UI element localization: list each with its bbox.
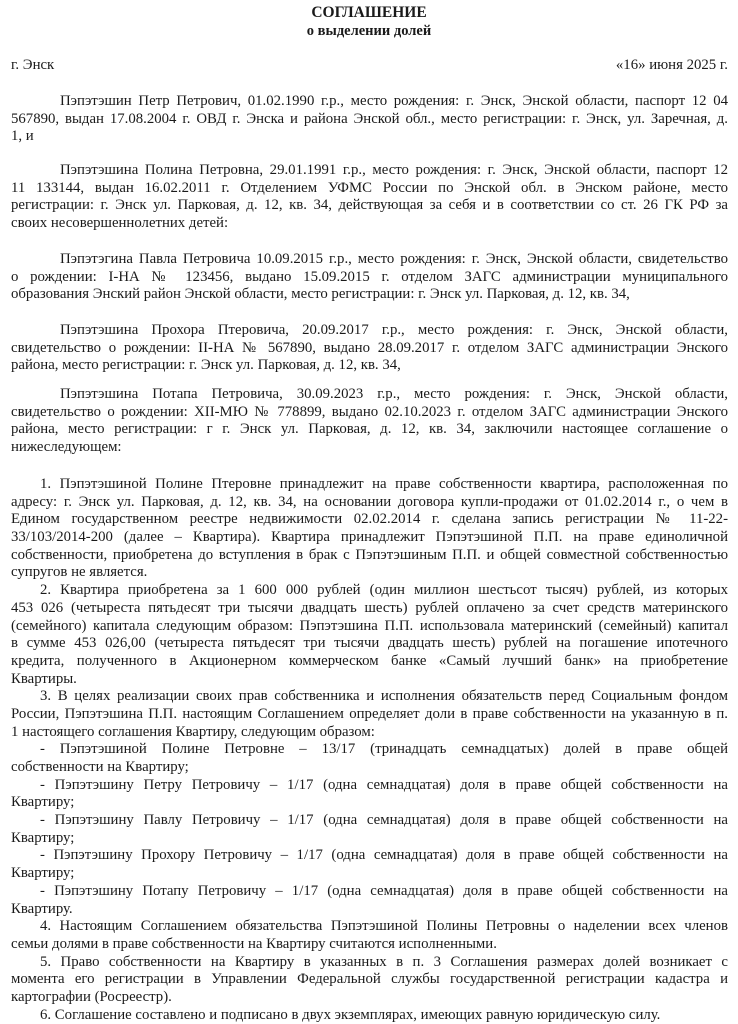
text-line: 453 026 (четыреста пятьдесят три тысячи двадцать шесть) рублей оплачено за счет средств материнского — [11, 599, 728, 616]
clause — [11, 883, 728, 918]
text-line: 567890, выдан 17.08.2004 г. ОВД г. Энска и района Энской обл., место регистрации: г. Энск, ул. Заречная, д. — [11, 110, 728, 127]
clause — [11, 476, 728, 582]
text-line: Квартиру; — [11, 829, 75, 846]
clause — [11, 812, 728, 847]
clause — [11, 582, 728, 688]
document-title: СОГЛАШЕНИЕ — [311, 4, 427, 21]
clause — [11, 741, 728, 776]
text-line: Квартиры. — [11, 670, 77, 687]
clause — [11, 777, 728, 812]
clause — [11, 847, 728, 882]
city: г. Энск — [11, 57, 55, 73]
clause — [11, 918, 728, 953]
text-line: 1, и — [11, 128, 34, 145]
text-line: Пэпэтэшин Петр Петрович, 01.02.1990 г.р., место рождения: г. Энск, Энской области, паспорт 12 04 — [60, 93, 728, 109]
party-paragraph — [11, 162, 728, 233]
text-line: Пэпэтэшина Полина Петровна, 29.01.1991 г.р., место рождения: г. Энск, Энской области, паспорт 12 — [60, 162, 728, 178]
clause — [11, 1007, 728, 1024]
text-line: Квартиру; — [11, 865, 75, 882]
text-line: Пэпэтэшина Прохора Птеровича, 20.09.2017 г.р., место рождения: г. Энск, Энской области, — [60, 322, 728, 338]
text-line: 3. В целях реализации своих прав собственника и исполнения обязательств перед Социальным фондом — [40, 688, 728, 705]
agreement-clauses — [11, 476, 728, 1024]
text-line: - Пэпэтэшину Павлу Петровичу – 1/17 (одна семнадцатая) доля в праве общей собственности на — [40, 812, 728, 829]
party-paragraph — [11, 93, 728, 146]
clause — [11, 688, 728, 741]
text-line: кредита, полученного в Акционерном коммерческом банке «Самый лучший банк» на приобретение — [11, 652, 728, 669]
text-line: собственности на Квартиру; — [11, 759, 189, 775]
text-line: 6. Соглашение составлено и подписано в двух экземплярах, имеющих равную юридическую силу. — [40, 1006, 661, 1023]
text-line: картографии (Росреестр). — [11, 988, 172, 1005]
text-line: 33/103/2014-200 (далее – Квартира). Квартира принадлежит Пэпэтэшиной П.П. на праве единоличной — [11, 529, 728, 546]
place-date-row — [11, 57, 728, 74]
text-line: России, Пэпэтэшина П.П. настоящим Соглашением определяет доли в праве собственности на указанную в п. — [11, 705, 728, 722]
text-line: 1 настоящего соглашения Квартиру, следующим образом: — [11, 723, 375, 740]
document-subtitle: о выделении долей — [306, 23, 432, 39]
text-line: свидетельство о рождении: XII-МЮ № 778899, выдано 02.10.2023 г. отделом ЗАГС администрации Энского — [11, 403, 728, 420]
text-line: (семейного) капитала следующим образом: Пэпэтэшина П.П. использовала материнский (семейный) капитал — [11, 617, 728, 634]
text-line: образования Энский район Энской области, место регистрации: г. Энск ул. Парковая, д. 12, кв. 34, — [11, 286, 630, 303]
text-line: района, место регистрации: г г. Энск ул. Парковая, д. 12, кв. 34, заключили настоящее соглашение о — [11, 421, 728, 438]
text-line: Едином государственном реестре недвижимости 02.02.2014 г. сделана запись регистрации № 11-22- — [11, 511, 728, 528]
party-paragraph — [11, 386, 728, 457]
text-line: - Пэпэтэшину Потапу Петровичу – 1/17 (одна семнадцатая) доля в праве общей собственности на — [40, 882, 728, 899]
text-line: нижеследующем: — [11, 439, 122, 456]
text-line: адресу: г. Энск ул. Парковая, д. 12, кв. 34, на основании договора купли-продажи от 01.02.2014 г., о чем в — [11, 493, 728, 510]
text-line: в сумме 453 026,00 (четыреста пятьдесят три тысячи двадцать шесть) рублей на погашение ипотечного — [11, 635, 728, 652]
party-paragraph — [11, 251, 728, 304]
text-line: - Пэпэтэшиной Полине Петровне – 13/17 (тринадцать семнадцатых) долей в праве общей — [40, 741, 728, 758]
text-line: 4. Настоящим Соглашением обязательства Пэпэтэшиной Полины Петровны о наделении всех членов — [40, 918, 728, 935]
text-line: Квартиру; — [11, 794, 75, 811]
text-line: Пэпэтэшина Потапа Петровича, 30.09.2023 г.р., место рождения: г. Энск, Энской области, — [60, 386, 728, 402]
clause — [11, 954, 728, 1007]
text-line: собственности, приобретена до вступления в брак с Пэпэтэшиным П.П. и общей совместной собственностью — [11, 546, 728, 563]
text-line: Пэпэтэгина Павла Петровича 10.09.2015 г.р., место рождения: г. Энск, Энской области, свидетельство — [60, 251, 728, 267]
date: «16» июня 2025 г. — [615, 57, 728, 73]
party-paragraph — [11, 322, 728, 375]
text-line: семьи долями в праве собственности на Квартиру считаются исполненными. — [11, 935, 497, 952]
text-line: района, место регистрации: г. Энск ул. Парковая, д. 12, кв. 34, — [11, 357, 401, 374]
text-line: 11 133144, выдан 16.02.2011 г. Отделением УФМС России по Энской обл. в Энском районе, место — [11, 179, 728, 196]
text-line: момента его регистрации в Управлении Федеральной службы государственной регистрации кадастра и — [11, 971, 728, 988]
text-line: свидетельство о рождении: II-НА № 567890, выдано 28.09.2017 г. отделом ЗАГС администрации Энского — [11, 339, 728, 356]
text-line: - Пэпэтэшину Петру Петровичу – 1/17 (одна семнадцатая) доля в праве общей собственности на — [40, 776, 728, 793]
text-line: супругов не является. — [11, 564, 148, 581]
text-line: 5. Право собственности на Квартиру в указанных в п. 3 Соглашения размерах долей возникает с — [40, 953, 728, 970]
text-line: о рождении: I-НА № 123456, выдано 15.09.2015 г. отделом ЗАГС администрации муниципального — [11, 268, 728, 285]
text-line: - Пэпэтэшину Прохору Петровичу – 1/17 (одна семнадцатая) доля в праве общей собственности на — [40, 847, 728, 864]
text-line: Квартиру. — [11, 900, 73, 917]
text-line: своих несовершеннолетних детей: — [11, 215, 229, 232]
text-line: регистрации: г. Энск ул. Парковая, д. 12, кв. 34, действующая за себя и в соответствии со ст. 26 ГК РФ за — [11, 197, 728, 214]
text-line: 2. Квартира приобретена за 1 600 000 рублей (один миллион шестьсот тысяч) рублей, из которых — [40, 582, 728, 599]
text-line: 1. Пэпэтэшиной Полине Птеровне принадлежит на праве собственности квартира, расположенная по — [40, 476, 728, 492]
